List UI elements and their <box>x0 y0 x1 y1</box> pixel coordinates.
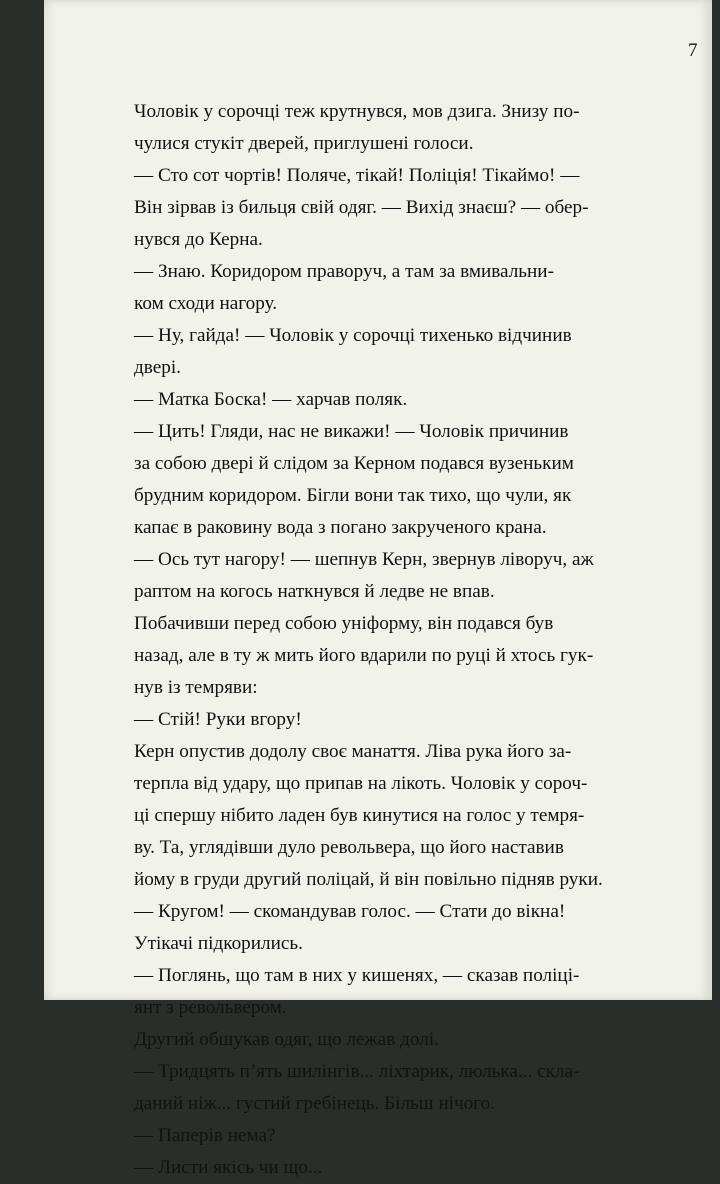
text-line: — Сто сот чортів! Поляче, тікай! Поліція! Тікаймо! — <box>134 165 580 186</box>
text-line: янт з револьвером. <box>134 997 287 1018</box>
text-line: — Кругом! — скомандував голос. — Стати до вікна! <box>134 901 566 922</box>
text-line: Другий обшукав одяг, що лежав долі. <box>134 1029 439 1050</box>
text-line: нув із темряви: <box>134 677 258 698</box>
text-line: — Паперів нема? <box>134 1125 276 1146</box>
text-line: терпла від удару, що припав на лікоть. Чоловік у сороч- <box>134 773 588 794</box>
text-line: — Матка Боска! — харчав поляк. <box>134 389 408 410</box>
text-line: — Ну, гайда! — Чоловік у сорочці тихенько відчинив <box>134 325 572 346</box>
page-number: 7 <box>688 40 698 61</box>
text-line: ву. Та, углядівши дуло револьвера, що його наставив <box>134 837 564 858</box>
text-line: Він зірвав із бильця свій одяг. — Вихід знаєш? — обер- <box>134 197 589 218</box>
text-line: ком сходи нагору. <box>134 293 278 314</box>
text-line: нувся до Керна. <box>134 229 263 250</box>
text-line: раптом на когось наткнувся й ледве не впав. <box>134 581 495 602</box>
text-line: ці спершу нібито ладен був кинутися на голос у темря- <box>134 805 585 826</box>
text-line: чулися стукіт дверей, приглушені голоси. <box>134 133 474 154</box>
book-page <box>44 0 712 1178</box>
text-line: — Тридцять п’ять шилінгів... ліхтарик, люлька... скла- <box>134 1061 580 1082</box>
text-line: — Стій! Руки вгору! <box>134 709 302 730</box>
text-line: даний ніж... густий гребінець. Більш нічого. <box>134 1093 495 1114</box>
text-line: назад, але в ту ж мить його вдарили по руці й хтось гук- <box>134 645 594 666</box>
text-line: Утікачі підкорились. <box>134 933 303 954</box>
text-line: — Листи якісь чи що... <box>134 1157 323 1178</box>
text-line: — Цить! Гляди, нас не викажи! — Чоловік причинив <box>134 421 569 442</box>
text-line: Побачивши перед собою уніформу, він подався був <box>134 613 554 634</box>
text-line: Керн опустив додолу своє манаття. Ліва рука його за- <box>134 741 572 762</box>
text-line: брудним коридором. Бігли вони так тихо, що чули, як <box>134 485 572 506</box>
text-line: — Знаю. Коридором праворуч, а там за вмивальни- <box>134 261 554 282</box>
text-line: Чоловік у сорочці теж крутнувся, мов дзига. Знизу по- <box>134 101 580 122</box>
text-line: — Поглянь, що там в них у кишенях, — сказав поліці- <box>134 965 580 986</box>
text-line: капає в раковину вода з погано закрученого крана. <box>134 517 547 538</box>
text-line: двері. <box>134 357 181 378</box>
text-line: йому в груди другий поліцай, й він повільно підняв руки. <box>134 869 603 890</box>
body-text <box>134 96 654 1184</box>
text-line: — Ось тут нагору! — шепнув Керн, звернув ліворуч, аж <box>134 549 594 570</box>
text-line: за собою двері й слідом за Керном подався вузеньким <box>134 453 574 474</box>
